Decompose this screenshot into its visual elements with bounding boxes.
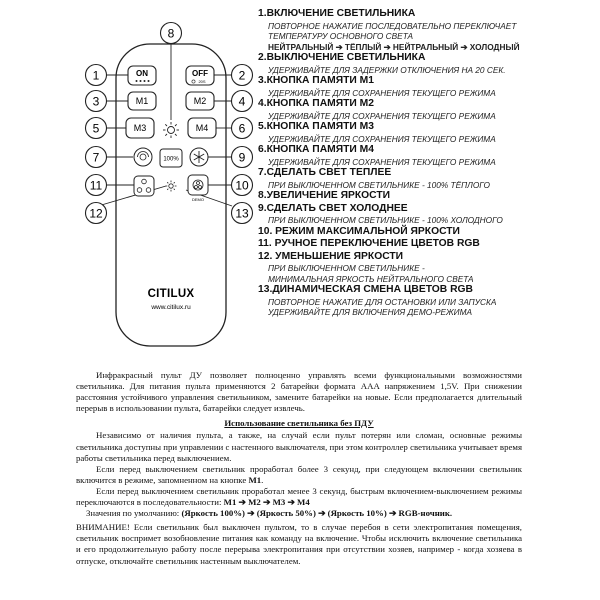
section-heading: Использование светильника без ПДУ: [224, 418, 374, 429]
m1-button[interactable]: [128, 92, 156, 110]
off-label: OFF: [192, 69, 208, 78]
callout-3: [86, 91, 107, 112]
legend-title: 2.ВЫКЛЮЧЕНИЕ СВЕТИЛЬНИКА: [258, 52, 426, 63]
callout-12: [86, 203, 107, 224]
m2-button[interactable]: [186, 92, 214, 110]
callout-1: [86, 65, 107, 86]
callout-13: [232, 203, 253, 224]
legend-item-1: [258, 8, 598, 52]
legend-item-11: [258, 238, 598, 251]
callout-number: 12: [89, 206, 103, 221]
p3-sequence: M1 ➔ M2 ➔ M3 ➔ M4: [223, 497, 310, 508]
legend-sequence: НЕЙТРАЛЬНЫЙ ➔ ТЁПЛЫЙ ➔ НЕЙТРАЛЬНЫЙ ➔ ХОЛОДНЫЙ: [268, 41, 520, 52]
legend-title: 3.КНОПКА ПАМЯТИ M1: [258, 75, 374, 86]
legend-item-8: [258, 190, 598, 203]
intro-paragraph: Инфракрасный пульт ДУ позволяет полноценно управлять всеми функциональными возможностями светильника. Для питания пульта применяются 2 батарейки формата AAA напряжением 1,5V. При снижении расстояния устойчивого управления светильником, замените батарейки на новые. Если предполагается длительный перерыв в использовании пульта, батарейки следует извлечь.: [76, 370, 522, 414]
legend-item-12: [258, 251, 598, 285]
demo-label: DEMO: [192, 197, 204, 202]
legend-description: УДЕРЖИВАЙТЕ ДЛЯ ЗАДЕРЖКИ ОТКЛЮЧЕНИЯ НА 20 СЕК.: [268, 64, 506, 75]
legend-item-9: [258, 203, 598, 226]
callout-2: [232, 65, 253, 86]
legend-title: 9.СДЕЛАТЬ СВЕТ ХОЛОДНЕЕ: [258, 202, 408, 214]
legend-item-3: [258, 75, 598, 98]
off-button[interactable]: [186, 66, 214, 85]
legend-item-6: [258, 144, 598, 167]
defaults-line: [76, 508, 522, 519]
callout-number: 5: [92, 121, 100, 136]
m4-button[interactable]: [188, 118, 216, 138]
callout-number: 6: [238, 121, 246, 136]
legend-description: УДЕРЖИВАЙТЕ ДЛЯ СОХРАНЕНИЯ ТЕКУЩЕГО РЕЖИМА: [268, 156, 496, 167]
on-button[interactable]: [128, 66, 156, 85]
p2-end: .: [261, 474, 264, 485]
paragraph-independent: Независимо от наличия пульта, а также, на случай если пульт потерян или сломан, основные режимы светильника доступны при управлении с настенного выключателя, при этом контроллер светильника учитывает время работы светильника перед выключением.: [76, 430, 522, 463]
legend-description: УДЕРЖИВАЙТЕ ДЛЯ СОХРАНЕНИЯ ТЕКУЩЕГО РЕЖИМА: [268, 110, 496, 121]
legend-title: 8.УВЕЛИЧЕНИЕ ЯРКОСТИ: [258, 190, 391, 201]
legend-description: ТЕМПЕРАТУРУ ОСНОВНОГО СВЕТА: [268, 31, 414, 41]
callout-5: [86, 118, 107, 139]
callout-number: 7: [92, 150, 100, 165]
legend-item-5: [258, 121, 598, 144]
legend-item-2: [258, 52, 598, 75]
brand-logo: [148, 288, 195, 300]
legend-description: ПРИ ВЫКЛЮЧЕННОМ СВЕТИЛЬНИКЕ -: [268, 263, 425, 273]
callout-number: 2: [238, 68, 246, 83]
callout-4: [232, 91, 253, 112]
callout-number: 10: [235, 178, 249, 193]
rgb-manual-button[interactable]: [134, 176, 154, 196]
on-label: ON: [136, 69, 148, 78]
legend-description: УДЕРЖИВАЙТЕ ДЛЯ СОХРАНЕНИЯ ТЕКУЩЕГО РЕЖИМА: [268, 133, 496, 144]
callout-10: [232, 175, 253, 196]
legend-title: 10. РЕЖИМ МАКСИМАЛЬНОЙ ЯРКОСТИ: [258, 225, 460, 237]
callout-9: [232, 147, 253, 168]
legend-title: 12. УМЕНЬШЕНИЕ ЯРКОСТИ: [258, 250, 404, 262]
attention-label: ВНИМАНИЕ!: [76, 522, 130, 533]
attention-text: Если светильник был выключен пультом, то в случае перебоя в сети электропитания помещения, светильник воспримет возобновление питания как команду на включение. Чтобы исключить включение светильника и его продолжительную работу после перерыва электропитания при отсутствии хозяев, например - когда хозяева в отпуске, отключайте светильник настенным выключателем.: [76, 522, 522, 566]
attention-paragraph: [76, 522, 522, 566]
p2-bold: M1: [248, 474, 262, 485]
legend-title: 1.ВКЛЮЧЕНИЕ СВЕТИЛЬНИКА: [258, 8, 416, 19]
brand-website: www.citilux.ru: [151, 304, 191, 311]
legend-title: 6.КНОПКА ПАМЯТИ M4: [258, 144, 374, 155]
callout-number: 8: [167, 26, 175, 41]
callout-number: 9: [238, 150, 246, 165]
legend-item-13: [258, 284, 598, 318]
legend-item-10: [258, 226, 598, 239]
defaults-label: Значения по умолчанию:: [86, 508, 182, 519]
m4-label: M4: [195, 123, 209, 133]
paragraph-less-than-3s: [76, 486, 522, 508]
legend-description: ПОВТОРНОЕ НАЖАТИЕ ПОСЛЕДОВАТЕЛЬНО ПЕРЕКЛЮЧАЕТ: [268, 20, 517, 31]
callout-8: [161, 23, 182, 44]
legend-description: ПРИ ВЫКЛЮЧЕННОМ СВЕТИЛЬНИКЕ - 100% ХОЛОДНОГО: [268, 215, 503, 225]
callout-7: [86, 147, 107, 168]
instructions-text: [76, 370, 522, 567]
legend-item-7: [258, 167, 598, 190]
legend-title: 4.КНОПКА ПАМЯТИ M2: [258, 98, 374, 109]
m2-label: M2: [193, 96, 207, 106]
legend-item-4: [258, 98, 598, 121]
defaults-values: (Яркость 100%) ➔ (Яркость 50%) ➔ (Яркость 10%) ➔ RGB-ночник.: [181, 508, 453, 519]
button-legend: [258, 8, 598, 318]
legend-description: МИНИМАЛЬНАЯ ЯРКОСТЬ НЕЙТРАЛЬНОГО СВЕТА: [268, 273, 474, 284]
m3-label: M3: [133, 123, 147, 133]
legend-description: ПОВТОРНОЕ НАЖАТИЕ ДЛЯ ОСТАНОВКИ ИЛИ ЗАПУСКА: [268, 296, 497, 307]
callout-11: [86, 175, 107, 196]
callout-number: 3: [92, 94, 100, 109]
cooler-button[interactable]: [190, 148, 208, 166]
warmer-button[interactable]: [134, 148, 152, 166]
legend-description: ПРИ ВЫКЛЮЧЕННОМ СВЕТИЛЬНИКЕ - 100% ТЁПЛОГО: [268, 179, 490, 190]
callout-number: 13: [235, 206, 249, 221]
callout-number: 4: [238, 94, 246, 109]
callout-number: 11: [89, 178, 103, 193]
legend-title: 13.ДИНАМИЧЕСКАЯ СМЕНА ЦВЕТОВ RGB: [258, 284, 473, 295]
max-brightness-label: 100%: [163, 156, 179, 163]
legend-title: 11. РУЧНОЕ ПЕРЕКЛЮЧЕНИЕ ЦВЕТОВ RGB: [258, 238, 480, 249]
p2-text: Если перед выключением светильник проработал более 3 секунд, при следующем включении светильник включится в режиме, запомненном на кнопке: [76, 463, 522, 485]
m3-button[interactable]: [126, 118, 154, 138]
legend-description: УДЕРЖИВАЙТЕ ДЛЯ СОХРАНЕНИЯ ТЕКУЩЕГО РЕЖИМА: [268, 87, 496, 98]
m1-label: M1: [135, 96, 149, 106]
remote-control-illustration: [0, 0, 258, 370]
brand-name: CITILUX: [147, 288, 195, 300]
legend-title: 7.СДЕЛАТЬ СВЕТ ТЕПЛЕЕ: [258, 167, 392, 178]
legend-title: 5.КНОПКА ПАМЯТИ M3: [258, 121, 374, 132]
legend-description: УДЕРЖИВАЙТЕ ДЛЯ ВКЛЮЧЕНИЯ ДЕМО-РЕЖИМА: [268, 307, 473, 317]
paragraph-more-than-3s: [76, 464, 522, 486]
p3-text: Если перед выключением светильник проработал менее 3 секунд, быстрым включением-выключением режимы переключаются в последовательности:: [76, 485, 522, 508]
callout-6: [232, 118, 253, 139]
off-sublabel: 20S: [198, 79, 206, 84]
callout-number: 1: [92, 68, 100, 83]
max-brightness-button[interactable]: [160, 149, 182, 167]
